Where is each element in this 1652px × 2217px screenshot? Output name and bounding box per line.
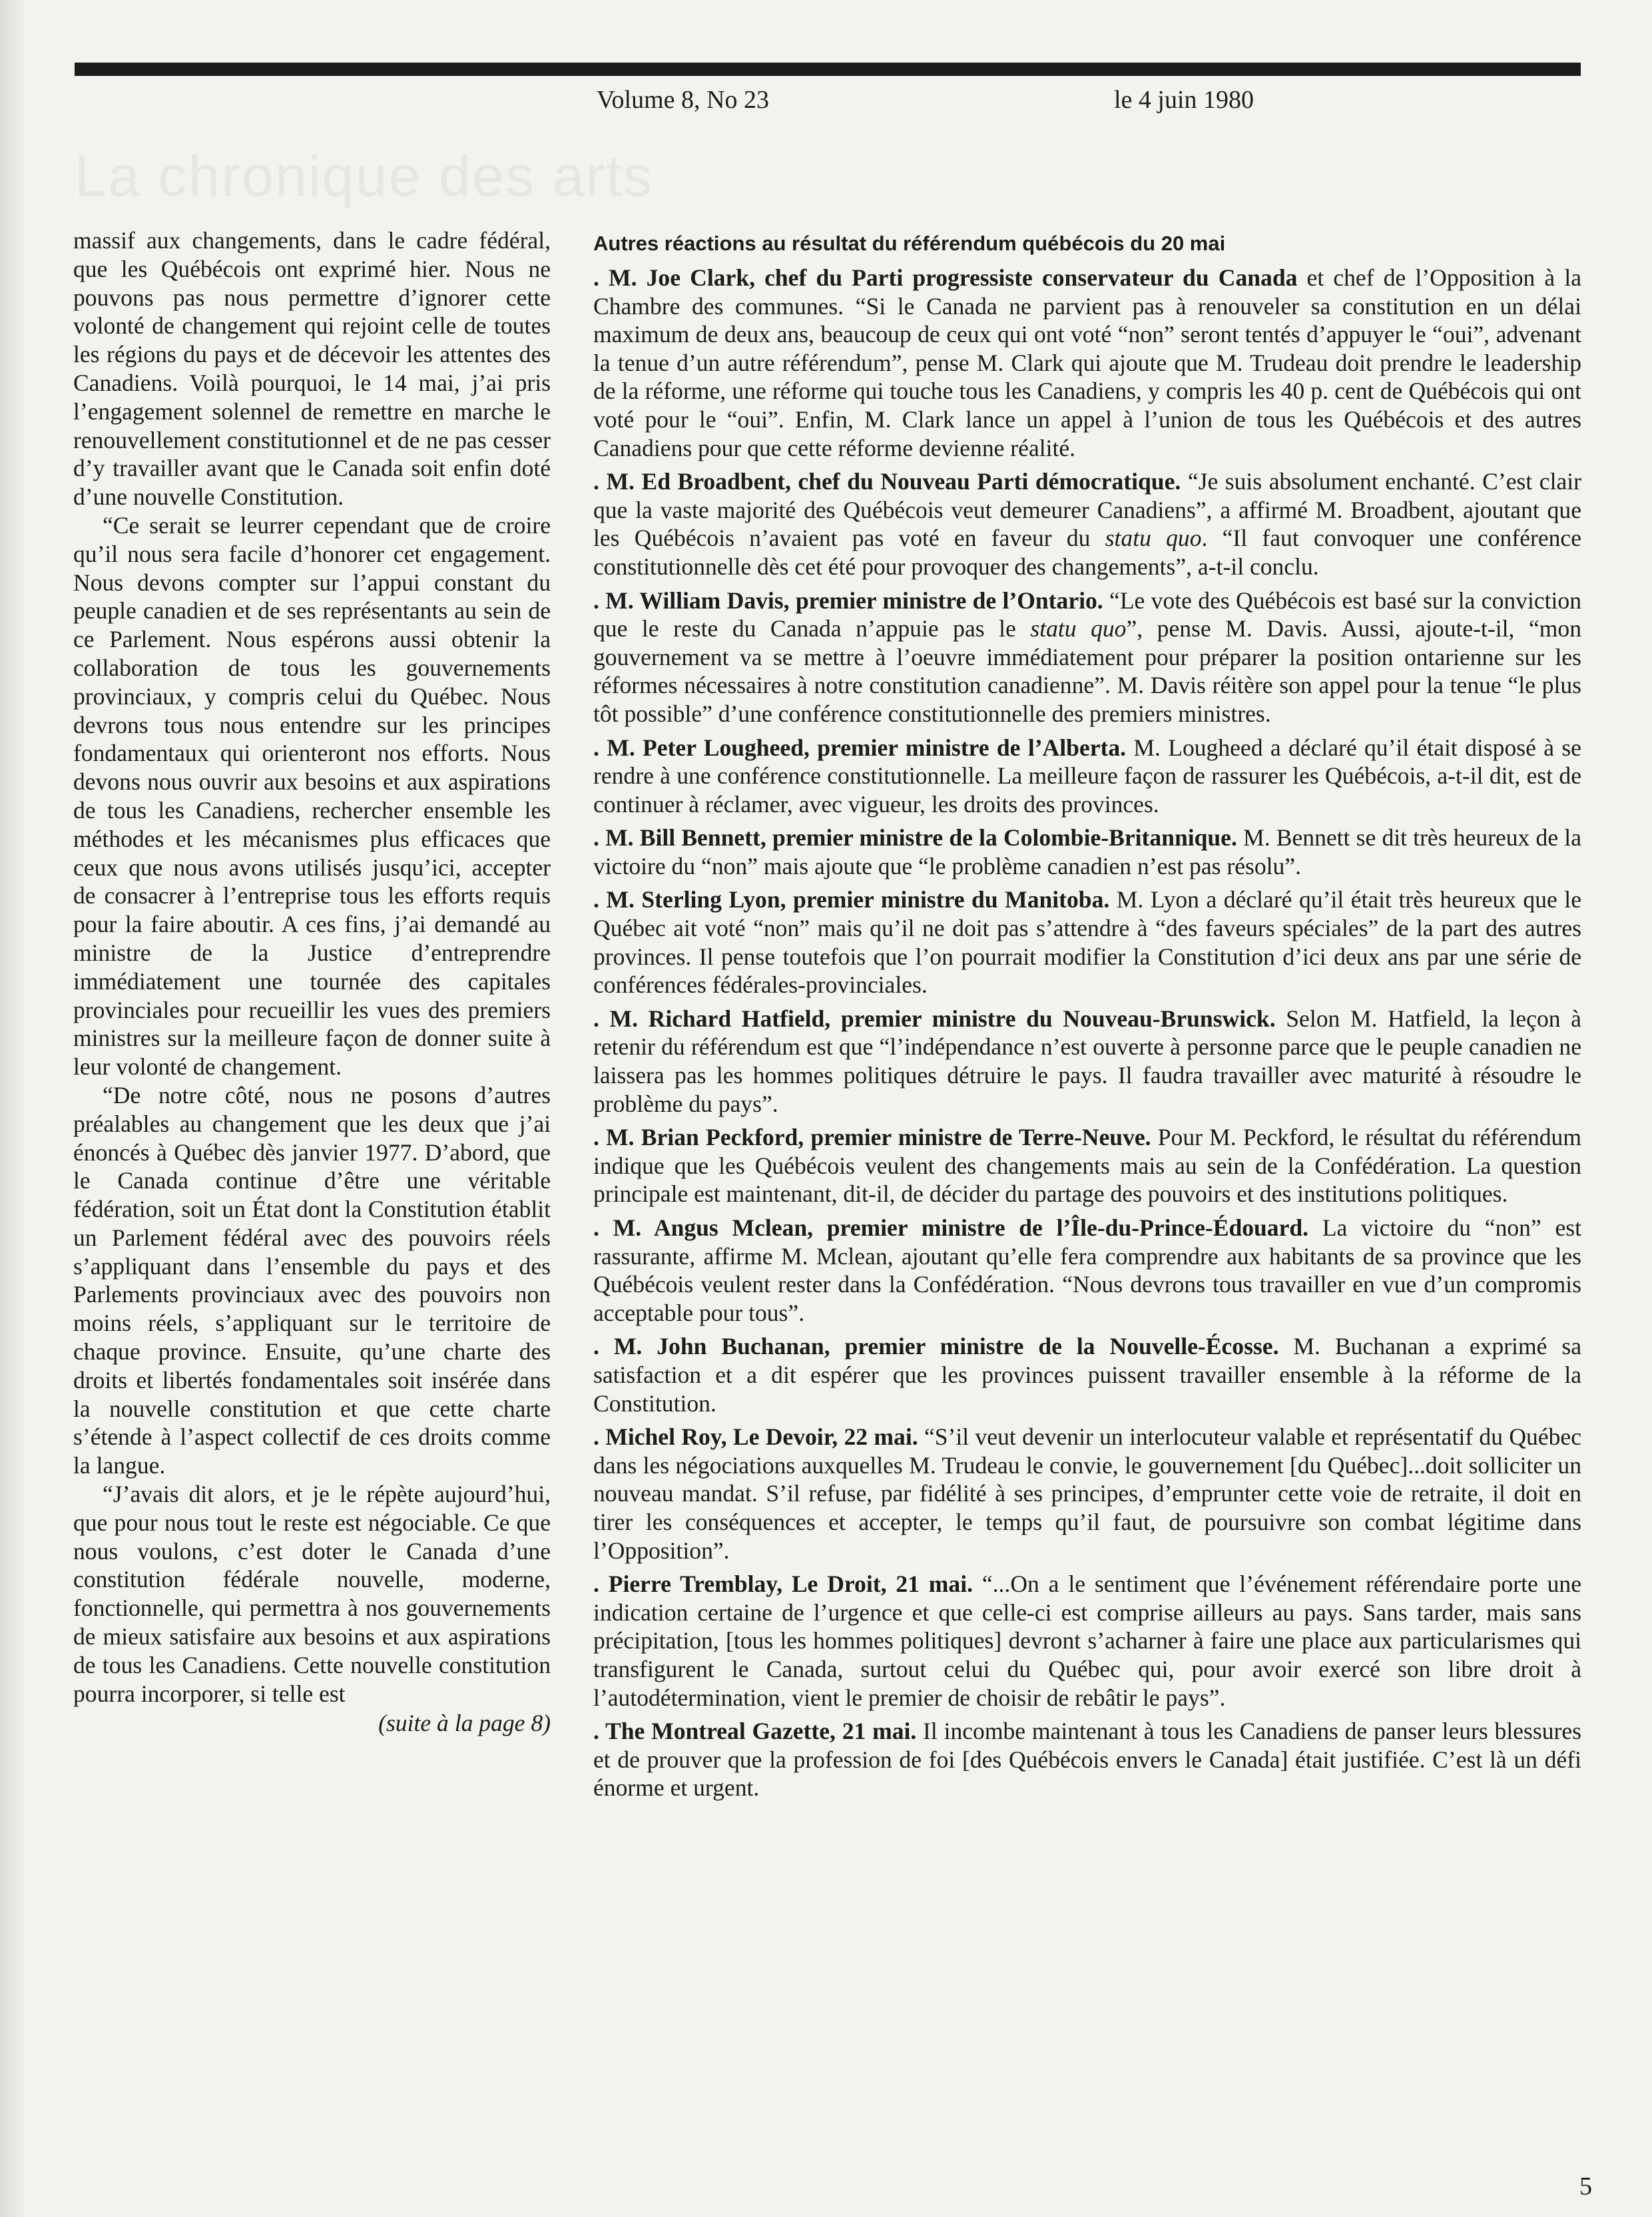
left-paragraph: “De notre côté, nous ne posons d’autres préalables au changement que les deux que j’ai énoncés à Québec dès janvier 1977. D’abord, que le Canada continue d’être une véritable fédération, soit un État dont la Constitution établit un Parlement fédéral avec des pouvoirs réels s’appliquant dans l’ensemble du pays et des Parlements provinciaux avec des pouvoirs non moins réels, s’appliquant sur le territoire de chaque province. Ensuite, qu’une charte des droits et libertés fondamentales soit insérée dans la nouvelle constitution et que cette charte s’étende à l’aspect collectif de ces droits comme la langue.: [73, 1081, 551, 1479]
reaction-buchanan: [593, 1332, 1581, 1417]
reaction-lead: . M. Peter Lougheed, premier ministre de l’Alberta.: [593, 734, 1127, 761]
reaction-clark: [593, 264, 1581, 462]
reaction-lead: . M. Brian Peckford, premier ministre de Terre-Neuve.: [593, 1124, 1151, 1151]
reaction-lead: . M. Richard Hatfield, premier ministre du Nouveau-Brunswick.: [593, 1005, 1276, 1032]
left-column: [73, 226, 551, 1738]
reaction-text: M. Lyon a déclaré qu’il était très heureux que le Québec ait voté “non” mais qu’il ne doit pas s’attendre à “des faveurs spéciales” de la part des autres provinces. Il pense toutefois que l’on pourrait modifier la Constitution d’ici deux ans par une série de conférences fédérales-provinciales.: [593, 886, 1581, 999]
reaction-lead: . M. Ed Broadbent, chef du Nouveau Parti démocratique.: [593, 468, 1181, 495]
reaction-montreal-gazette: [593, 1717, 1581, 1802]
reaction-text: et chef de l’Opposition à la Chambre des communes. “Si le Canada ne parvient pas à renouveler sa constitution en un délai maximum de deux ans, beaucoup de ceux qui ont voté “non” seront tentés d’appuyer le “oui”, advenant la tenue d’un autre référendum”, pense M. Clark qui ajoute que M. Trudeau doit prendre le leadership de la réforme, une réforme qui touche tous les Canadiens, y compris les 40 p. cent de Québécois qui ont voté pour le “oui”. Enfin, M. Clark lance un appel à l’union de tous les Québécois et des autres Canadiens pour que cette réforme devienne réalité.: [593, 264, 1582, 461]
reaction-text: M. Lougheed a déclaré qu’il était disposé à se rendre à une conférence constitutionnelle. La meilleure façon de rassurer les Québécois, a-t-il dit, est de continuer à réclamer, avec vigueur, les droits des provinces.: [593, 734, 1581, 818]
issue-date: le 4 juin 1980: [1114, 86, 1254, 114]
reaction-davis: [593, 587, 1581, 728]
reaction-text: La victoire du “non” est rassurante, affirme M. Mclean, ajoutant qu’elle fera comprendre aux habitants de sa province que les Québécois veulent rester dans la Confédération. “Nous devrons tous travailler en vue d’un compromis acceptable pour tous”.: [593, 1214, 1581, 1326]
issue-volume: Volume 8, No 23: [597, 86, 769, 114]
reaction-lead: . M. Angus Mclean, premier ministre de l’Île-du-Prince-Édouard.: [593, 1214, 1309, 1241]
reaction-text-after: ”, pense M. Davis. Aussi, ajoute-t-il, “mon gouvernement va se mettre à l’oeuvre immédiatement pour préparer la position ontarienne sur les réformes nécessaires à notre constitution canadienne”. M. Davis réitère son appel pour la tenue “le plus tôt possible” d’une conférence constitutionnelle des premiers ministres.: [593, 615, 1581, 727]
reaction-lead: . Pierre Tremblay, Le Droit, 21 mai.: [593, 1571, 973, 1598]
reaction-hatfield: [593, 1005, 1581, 1118]
page-number: 5: [1579, 2172, 1592, 2200]
left-paragraph: massif aux changements, dans le cadre fédéral, que les Québécois ont exprimé hier. Nous ne pouvons pas nous permettre d’ignorer cette volonté de changement qui rejoint celle de toutes les régions du pays et de décevoir les attentes des Canadiens. Voilà pourquoi, le 14 mai, j’ai pris l’engagement solennel de remettre en marche le renouvellement constitutionnel et de ne pas cesser d’y travailler avant que le Canada soit enfin doté d’une nouvelle Constitution.: [73, 227, 551, 511]
reaction-lyon: [593, 885, 1581, 999]
reaction-le-devoir: [593, 1423, 1581, 1565]
reaction-lead: . M. John Buchanan, premier ministre de la Nouvelle-Écosse.: [593, 1333, 1279, 1360]
reaction-text: Selon M. Hatfield, la leçon à retenir du référendum est que “l’indépendance n’est ouverte à personne parce que le peuple canadien ne laissera pas les hommes politiques détruire le pays. Il faudra travailler avec maturité à résoudre le problème du pays”.: [593, 1005, 1581, 1117]
reaction-lead: . The Montreal Gazette, 21 mai.: [593, 1718, 917, 1745]
reaction-mclean: [593, 1214, 1581, 1327]
reaction-lougheed: [593, 734, 1581, 819]
reaction-text: “Je suis absolument enchanté. C’est clair que la vaste majorité des Québécois veut demeurer Canadiens”, a affirmé M. Broadbent, ajoutant que les Québécois n’avaient pas voté en faveur du: [593, 468, 1581, 552]
left-paragraph: “Ce serait se leurrer cependant que de croire qu’il nous sera facile d’honorer cet engagement. Nous devons compter sur l’appui constant du peuple canadien et de ses représentants au sein de ce Parlement. Nous espérons aussi obtenir la collaboration de tous les gouvernements provinciaux, y compris celui du Québec. Nous devrons tous nous entendre sur les principes fondamentaux qui orienteront nos efforts. Nous devons nous ouvrir aux besoins et aux aspirations de tous les Canadiens, rechercher ensemble les méthodes et les mécanismes plus efficaces que ceux que nous avons utilisés jusqu’ici, accepter de consacrer à l’entreprise tous les efforts requis pour la faire aboutir. A ces fins, j’ai demandé au ministre de la Justice d’entreprendre immédiatement une tournée des capitales provinciales pour recueillir les vues des premiers ministres sur la meilleure façon de donner suite à leur volonté de changement.: [73, 511, 551, 1081]
reaction-text: Il incombe maintenant à tous les Canadiens de panser leurs blessures et de prouver que la profession de foi [des Québécois envers le Canada] était justifiée. C’est là un défi énorme et urgent.: [593, 1718, 1581, 1802]
reaction-text: M. Buchanan a exprimé sa satisfaction et a dit espérer que les provinces puissent travailler ensemble à la réforme de la Constitution.: [593, 1333, 1581, 1417]
top-rule: [75, 63, 1581, 76]
reaction-text: “Le vote des Québécois est basé sur la conviction que le reste du Canada n’appuie pas le: [593, 587, 1581, 642]
continued-note: (suite à la page 8): [378, 1710, 551, 1737]
reaction-peckford: [593, 1123, 1581, 1208]
reaction-lead: . M. William Davis, premier ministre de l’Ontario.: [593, 587, 1103, 614]
reaction-bennett: [593, 824, 1581, 880]
reaction-lead: . M. Joe Clark, chef du Parti progressiste conservateur du Canada: [593, 264, 1298, 291]
reaction-text: “S’il veut devenir un interlocuteur valable et représentatif du Québec dans les négociations auxquelles M. Trudeau le convie, le gouvernement [du Québec]...doit solliciter un nouveau mandat. S’il refuse, par fidélité à ses principes, d’emprunter cette voie de retraite, il doit en tirer les conséquences et accepter, le temps qu’il faut, de poursuivre son combat légitime dans l’Opposition”.: [593, 1423, 1582, 1564]
show-through-title: La chronique des arts: [75, 144, 654, 208]
reaction-broadbent: [593, 467, 1581, 581]
reaction-lead: . Michel Roy, Le Devoir, 22 mai.: [593, 1423, 918, 1451]
left-paragraph: “J’avais dit alors, et je le répète aujourd’hui, que pour nous tout le reste est négociable. Ce que nous voulons, c’est doter le Canada d’une constitution fédérale nouvelle, moderne, fonctionnelle, qui permettra à nos gouvernements de mieux satisfaire aux besoins et aux aspirations de tous les Canadiens. Cette nouvelle constitution pourra incorporer, si telle est: [73, 1481, 551, 1707]
right-column: [593, 228, 1581, 1808]
reaction-text: Pour M. Peckford, le résultat du référendum indique que les Québécois veulent des changements mais au sein de la Confédération. La question principale est maintenant, dit-il, de décider du partage des pouvoirs et des institutions politiques.: [593, 1124, 1581, 1208]
reaction-le-droit: [593, 1570, 1581, 1712]
reaction-italic: statu quo: [1105, 525, 1202, 552]
reaction-lead: . M. Sterling Lyon, premier ministre du Manitoba.: [593, 886, 1110, 913]
reaction-text: “...On a le sentiment que l’événement référendaire porte une indication certaine de l’urgence et que celle-ci est comprise ailleurs au pays. Sans tarder, mais sans précipitation, [tous les hommes politiques] devront s’acharner à faire une place aux particularismes qui transfigurent le Canada, surtout celui du Québec qui, pour avoir exercé son libre droit à l’autodétermination, vient le premier de choisir de rebâtir le pays”.: [593, 1571, 1581, 1711]
section-heading: Autres réactions au résultat du référendum québécois du 20 mai: [593, 232, 1226, 255]
reaction-text-after: . “Il faut convoquer une conférence constitutionnelle dès cet été pour provoquer des changements”, a-t-il conclu.: [593, 525, 1581, 580]
reaction-italic: statu quo: [1030, 615, 1127, 642]
reaction-lead: . M. Bill Bennett, premier ministre de la Colombie-Britannique.: [593, 824, 1237, 852]
reaction-text: M. Bennett se dit très heureux de la victoire du “non” mais ajoute que “le problème canadien n’est pas résolu”.: [593, 824, 1581, 879]
page-edge-shadow: [0, 0, 27, 2217]
